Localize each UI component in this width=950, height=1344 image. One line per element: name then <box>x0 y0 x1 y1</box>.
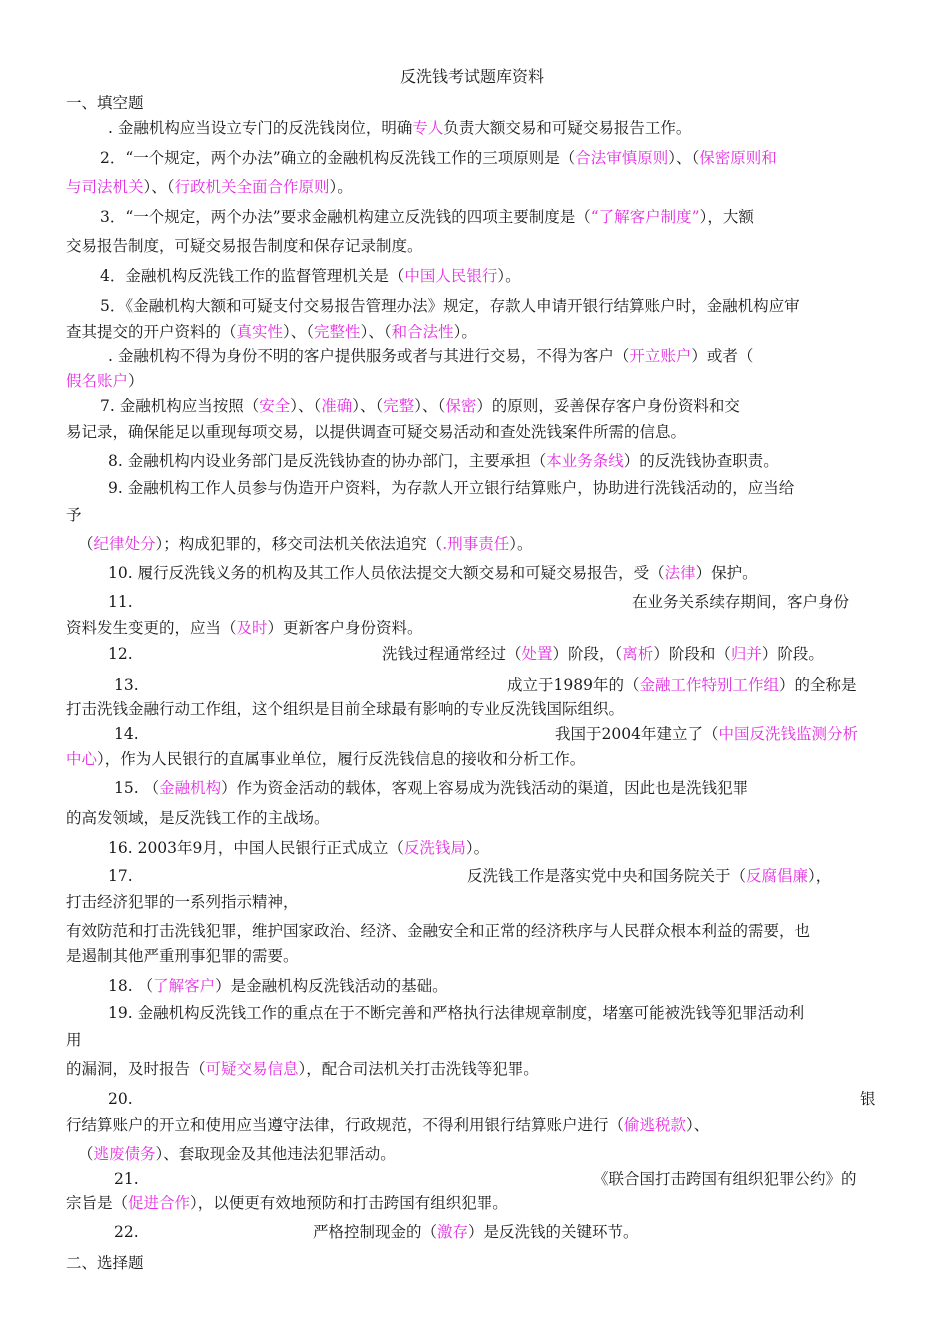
question-16 <box>108 838 489 858</box>
question-2-cont <box>66 177 353 197</box>
answer: 法律 <box>664 564 696 582</box>
answer: 和合法性 <box>391 323 454 341</box>
question-9-cont <box>66 505 82 525</box>
section-heading-fill-in: 一、填空题 <box>66 94 144 112</box>
answer: 金融工作特别工作组 <box>639 676 779 694</box>
answer: 保密 <box>445 397 477 415</box>
question-9-cont2 <box>78 534 533 554</box>
text: ）、（ <box>668 149 700 167</box>
text: 是遏制其他严重刑事犯罪的需要。 <box>66 947 299 965</box>
answer: “了解客户制度” <box>590 208 700 226</box>
text: 10. 履行反洗钱义务的机构及其工作人员依法提交大额交易和可疑交易报告，受（ <box>108 564 665 582</box>
text: 洗钱过程通常经过（ <box>382 645 522 663</box>
text: 20. <box>108 1090 133 1108</box>
text: 18. （ <box>108 977 154 995</box>
text: 反洗钱工作是落实党中央和国务院关于（ <box>467 867 747 885</box>
text: ）、套取现金及其他违法犯罪活动。 <box>155 1145 396 1163</box>
section-heading-choice: 二、选择题 <box>66 1254 144 1272</box>
text: 17. <box>108 867 133 885</box>
text: ）、（ <box>283 323 315 341</box>
text: ）、（ <box>290 397 322 415</box>
text: ）是反洗钱的关键环节。 <box>468 1223 639 1241</box>
text: 8. 金融机构内设业务部门是反洗钱协查的协办部门，主要承担（ <box>108 452 547 470</box>
text: ）的原则，妥善保存客户身份资料和交 <box>476 397 740 415</box>
text: 7. 金融机构应当按照（ <box>100 397 260 415</box>
question-9 <box>108 478 794 498</box>
question-12-right <box>382 644 824 664</box>
text: （ <box>78 1145 94 1163</box>
question-21-cont <box>66 1193 508 1213</box>
answer: 与司法机关 <box>66 178 144 196</box>
question-18 <box>108 976 448 996</box>
answer: 真实性 <box>236 323 284 341</box>
text: 予 <box>66 506 82 524</box>
question-21 <box>114 1169 139 1189</box>
answer: 偷逃税款 <box>624 1116 687 1134</box>
question-17 <box>108 866 133 886</box>
text: ）、 <box>686 1116 710 1134</box>
answer: 完整性 <box>314 323 361 341</box>
text: ）是金融机构反洗钱活动的基础。 <box>215 977 448 995</box>
text: 交易报告制度，可疑交易报告制度和保存记录制度。 <box>66 237 423 255</box>
text: ）的反洗钱协查职责。 <box>623 452 779 470</box>
question-4 <box>100 266 521 286</box>
text: ）阶段和（ <box>653 645 731 663</box>
text: ）保护。 <box>695 564 758 582</box>
text: ）、（ <box>414 397 446 415</box>
text: ）作为资金活动的载体，客观上容易成为洗钱活动的渠道，因此也是洗钱犯罪 <box>221 779 749 797</box>
text: ）阶段，（ <box>552 645 623 663</box>
text: ）。 <box>465 839 490 857</box>
question-2 <box>100 148 777 168</box>
text: 易记录，确保能足以重现每项交易，以提供调查可疑交易活动和查处洗钱案件所需的信息。 <box>66 423 687 441</box>
answer: 及时 <box>236 619 268 637</box>
question-19 <box>108 1003 804 1023</box>
question-13-cont <box>66 699 624 719</box>
question-11-cont <box>66 618 423 638</box>
text: ），作为人民银行的直属事业单位，履行反洗钱信息的接收和分析工作。 <box>97 750 586 768</box>
text: ），配合司法机关打击洗钱等犯罪。 <box>298 1060 539 1078</box>
question-10 <box>108 563 758 583</box>
question-19-cont2 <box>66 1059 539 1079</box>
text: 12. <box>108 645 133 663</box>
answer: 金融机构 <box>159 779 222 797</box>
answer: 专人 <box>412 119 444 137</box>
question-17-right <box>467 866 831 886</box>
question-3-cont <box>66 236 423 256</box>
question-20-cont <box>66 1115 709 1135</box>
answer: 纪律处分 <box>93 535 156 553</box>
text: 13. <box>114 676 139 694</box>
text: 查其提交的开户资料的（ <box>66 323 237 341</box>
answer: 中心 <box>66 750 98 768</box>
answer: 本业务条线 <box>546 452 624 470</box>
question-19-cont <box>66 1030 82 1050</box>
question-8 <box>108 451 779 471</box>
text: 《联合国打击跨国有组织犯罪公约》的 <box>593 1170 857 1188</box>
answer: 反腐倡廉 <box>746 867 809 885</box>
text: ）、（ <box>360 323 392 341</box>
answer: 合法审慎原则 <box>575 149 669 167</box>
answer: 反洗钱局 <box>403 839 466 857</box>
text: 4．金融机构反洗钱工作的监督管理机关是（ <box>100 267 405 285</box>
text: 在业务关系续存期间，客户身份 <box>632 593 850 611</box>
answer: 假名账户 <box>66 372 129 390</box>
text: ）。 <box>453 323 477 341</box>
text: ）阶段。 <box>761 645 824 663</box>
answer: 归并 <box>730 645 762 663</box>
text: 14. <box>114 725 139 743</box>
text: 我国于2004年建立了（ <box>555 725 719 743</box>
text: 银 <box>860 1090 876 1108</box>
answer: 行政机关全面合作原则 <box>174 178 330 196</box>
text: 19. 金融机构反洗钱工作的重点在于不断完善和严格执行法律规章制度，堵塞可能被洗钱等犯罪活动利 <box>108 1004 805 1022</box>
text: ） <box>128 372 144 390</box>
text: ）；构成犯罪的，移交司法机关依法追究（ <box>155 535 443 553</box>
text: 21. <box>114 1170 139 1188</box>
text: 16. 2003年9月，中国人民银行正式成立（ <box>108 839 404 857</box>
text: ）的全称是 <box>778 676 857 694</box>
document-title: 反洗钱考试题库资料 <box>400 67 545 86</box>
text: ）、（ <box>143 178 175 196</box>
text: ），以便更有效地预防和打击跨国有组织犯罪。 <box>190 1194 508 1212</box>
question-15-cont <box>66 808 330 828</box>
text: 的漏洞，及时报告（ <box>66 1060 206 1078</box>
text: ）或者（ <box>691 347 754 365</box>
text: 22. <box>114 1223 139 1241</box>
text: 5．《金融机构大额和可疑支付交易报告管理办法》规定，存款人申请开银行结算账户时，金融机构应审 <box>100 297 800 315</box>
question-5-cont <box>66 322 477 342</box>
text: 的高发领域，是反洗钱工作的主战场。 <box>66 809 330 827</box>
text: 3．“一个规定，两个办法”要求金融机构建立反洗钱的四项主要制度是（ <box>100 208 591 226</box>
text: ）， <box>808 867 832 885</box>
answer: 准确 <box>321 397 353 415</box>
question-17-cont2 <box>66 921 810 941</box>
text: . 金融机构应当设立专门的反洗钱岗位，明确 <box>108 119 413 137</box>
answer: .刑事责任 <box>442 535 510 553</box>
text: 负责大额交易和可疑交易报告工作。 <box>443 119 692 137</box>
text: ）。 <box>329 178 353 196</box>
question-17-cont3 <box>66 946 299 966</box>
question-6-cont <box>66 371 144 391</box>
answer: 开立账户 <box>629 347 692 365</box>
question-20 <box>108 1089 133 1109</box>
text: 打击洗钱金融行动工作组，这个组织是目前全球最有影响的专业反洗钱国际组织。 <box>66 700 625 718</box>
question-20-right <box>860 1089 876 1109</box>
question-7-cont <box>66 422 686 442</box>
question-3 <box>100 207 754 227</box>
question-13 <box>114 675 139 695</box>
answer: 中国人民银行 <box>404 267 498 285</box>
question-11 <box>108 592 133 612</box>
question-20-cont2 <box>78 1144 396 1164</box>
question-15 <box>114 778 748 798</box>
text: 有效防范和打击洗钱犯罪，维护国家政治、经济、金融安全和正常的经济秩序与人民群众根本利益的需要，也 <box>66 922 811 940</box>
text: （ <box>78 535 94 553</box>
question-22-right <box>313 1222 639 1242</box>
question-12 <box>108 644 133 664</box>
question-14-cont <box>66 749 585 769</box>
answer: 完整 <box>383 397 415 415</box>
question-22 <box>114 1222 139 1242</box>
text: ）。 <box>497 267 521 285</box>
text: 9. 金融机构工作人员参与伪造开户资料，为存款人开立银行结算账户，协助进行洗钱活动的，应当给 <box>108 479 795 497</box>
question-21-right <box>593 1169 857 1189</box>
question-17-cont <box>66 892 299 912</box>
answer: 安全 <box>259 397 291 415</box>
text: 打击经济犯罪的一系列指示精神， <box>66 893 299 911</box>
question-11-right <box>632 592 849 612</box>
text: 11. <box>108 593 133 611</box>
text: 用 <box>66 1031 82 1049</box>
text: ）更新客户身份资料。 <box>267 619 423 637</box>
answer: 离析 <box>622 645 654 663</box>
text: 严格控制现金的（ <box>313 1223 438 1241</box>
answer: 逃废债务 <box>93 1145 156 1163</box>
question-14-right <box>555 724 858 744</box>
question-1 <box>108 118 691 138</box>
question-14 <box>114 724 139 744</box>
text: ）。 <box>509 535 533 553</box>
answer: 了解客户 <box>153 977 216 995</box>
answer: 促进合作 <box>128 1194 191 1212</box>
question-13-right <box>507 675 856 695</box>
answer: 保密原则和 <box>699 149 777 167</box>
text: 宗旨是（ <box>66 1194 129 1212</box>
text: 2．“一个规定，两个办法”确立的金融机构反洗钱工作的三项原则是（ <box>100 149 576 167</box>
text: . 金融机构不得为身份不明的客户提供服务或者与其进行交易，不得为客户（ <box>108 347 630 365</box>
question-6 <box>108 346 753 366</box>
answer: 中国反洗钱监测分析 <box>718 725 858 743</box>
text: ），大额 <box>699 208 754 226</box>
text: ）、（ <box>352 397 384 415</box>
text: 资料发生变更的，应当（ <box>66 619 237 637</box>
answer: 激存 <box>437 1223 469 1241</box>
question-7 <box>100 396 740 416</box>
text: 成立于1989年的（ <box>507 676 640 694</box>
question-5 <box>100 296 800 316</box>
text: 15. （ <box>114 779 160 797</box>
answer: 可疑交易信息 <box>205 1060 299 1078</box>
text: 行结算账户的开立和使用应当遵守法律，行政规范，不得利用银行结算账户进行（ <box>66 1116 625 1134</box>
answer: 处置 <box>521 645 553 663</box>
